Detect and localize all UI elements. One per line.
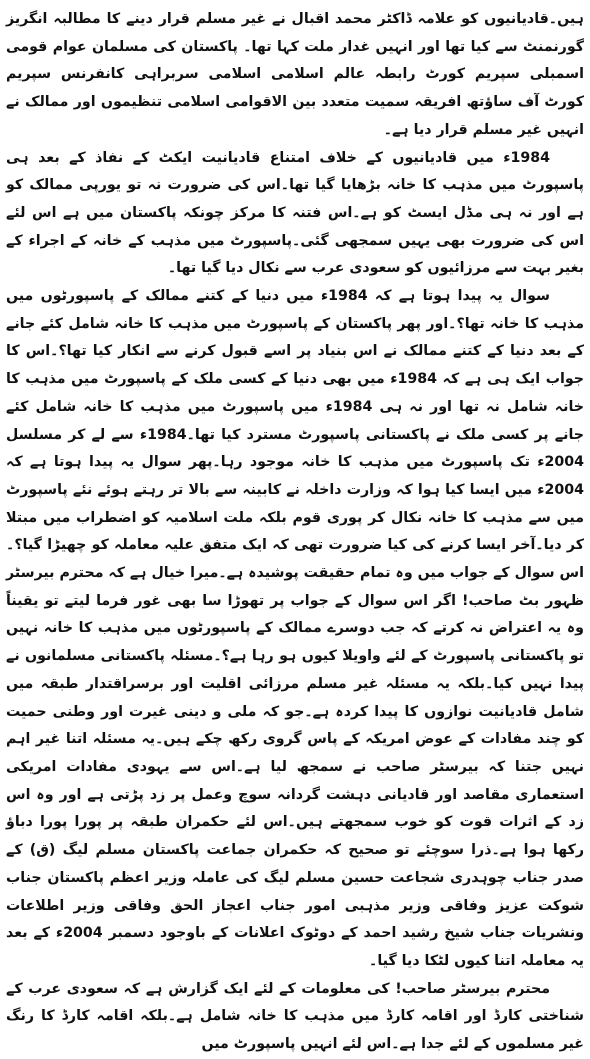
paragraph-3: سوال یہ پیدا ہوتا ہے کہ 1984ء میں دنیا کے کتنے ممالک کے پاسپورٹوں میں مذہب کا خانہ تھا؟۔اور پھر پاکستان کے پاسپورٹ میں مذہب کا خانہ شامل کئے جانے کے بعد دنیا کے کتنے ممالک نے اس بنیاد پر اسے قبول کرنے سے انکار کیا تھا؟۔اس کا جواب ایک ہی ہے کہ 1984ء میں بھی دنیا کے کسی ملک کے پاسپورٹ میں مذہب کا خانہ شامل نہ تھا اور نہ ہی 1984ء میں پاسپورٹ میں مذہب کا خانہ شامل کئے جانے پر کسی ملک نے پاکستانی پاسپورٹ مسترد کیا تھا۔1984ء سے لے کر مسلسل 2004ء تک پاسپورٹ میں مذہب کا خانہ موجود رہا۔پھر سوال یہ پیدا ہوتا ہے کہ 2004ء میں ایسا کیا ہوا کہ وزارت داخلہ نے کابینہ سے بالا تر رہتے ہوئے نئے پاسپورٹ میں سے مذہب کا خانہ نکال کر پوری قوم بلکہ ملت اسلامیہ کو اضطراب میں مبتلا کر دیا۔آخر ایسا کرنے کی کیا ضرورت تھی کہ ایک متفق علیہ معاملہ کو چھیڑا گیا؟۔اس سوال کے جواب میں وہ تمام حقیقت پوشیدہ ہے۔میرا خیال ہے کہ محترم بیرسٹر ظہور بٹ صاحب! اگر اس سوال کے جواب پر تھوڑا سا بھی غور فرما لیتے تو یقیناً وہ یہ اعتراض نہ کرتے کہ جب دوسرے ممالک کے پاسپورٹوں میں مذہب کا خانہ نہیں تو پاکستانی پاسپورٹ کے لئے واویلا کیوں ہو رہا ہے؟۔مسئلہ پاکستانی مسلمانوں نے پیدا نہیں کیا۔بلکہ یہ مسئلہ غیر مسلم مرزائی اقلیت اور برسراقتدار طبقہ میں شامل قادیانیت نوازوں کا پیدا کردہ ہے۔جو کہ ملی و دینی غیرت اور وطنی حمیت کو چند مفادات کے عوض امریکہ کے پاس گروی رکھ چکے ہیں۔یہ مسئلہ اتنا غیر اہم نہیں جتنا کہ بیرسٹر صاحب نے سمجھ لیا ہے۔اس سے یہودی مفادات امریکی استعماری مقاصد اور قادیانی دہشت گردانہ سوچ وعمل پر زد پڑتی ہے اور وہ اس زد کے اثرات قوت کو خوب سمجھتے ہیں۔اس لئے حکمران طبقہ پر پورا پورا دباؤ رکھا ہوا ہے۔ذرا سوچئے تو صحیح کہ حکمران جماعت پاکستان مسلم لیگ (ق) کے صدر جناب چوہدری شجاعت حسین مسلم لیگ کی عاملہ وزیر اعظم پاکستان جناب شوکت عزیز وفاقی وزیر مذہبی امور جناب اعجاز الحق وفاقی وزیر اطلاعات ونشریات جناب شیخ رشید احمد کے دوٹوک اعلانات کے باوجود دسمبر 2004ء کے بعد یہ معاملہ اتنا کیوں لٹکا دیا گیا۔ [6,288,585,969]
paragraph-1: ہیں۔قادیانیوں کو علامہ ڈاکٹر محمد اقبال نے غیر مسلم قرار دینے کا مطالبہ انگریز گورنمنٹ سے کیا تھا اور انہیں غدار ملت کہا تھا۔ پاکستان کی مسلمان عوام قومی اسمبلی سپریم کورٹ رابطہ عالم اسلامی اسلامی سربراہی کانفرنس سپریم کورٹ آف ساؤتھ افریقہ سمیت متعدد بین الاقوامی اسلامی تنظیموں اور ممالک نے انہیں غیر مسلم قرار دیا ہے۔ [6,11,584,138]
paragraph-4: محترم بیرسٹر صاحب! کی معلومات کے لئے ایک گزارش ہے کہ سعودی عرب کے شناختی کارڈ اور اقامہ کارڈ میں مذہب کا خانہ شامل ہے۔بلکہ اقامہ کارڈ کا رنگ غیر مسلموں کے لئے جدا ہے۔اس لئے انہیں پاسپورٹ میں [6,980,584,1053]
paragraph-2: 1984ء میں قادیانیوں کے خلاف امتناع قادیانیت ایکٹ کے نفاذ کے بعد ہی پاسپورٹ میں مذہب کا خانہ بڑھایا گیا تھا۔اس کی ضرورت نہ تو یورپی ممالک کو ہے اور نہ ہی مڈل ایسٹ کو ہے۔اس فتنہ کا مرکز چونکہ پاکستان میں ہے اس لئے اس کی ضرورت بھی یہیں سمجھی گئی۔پاسپورٹ میں مذہب کے خانہ کے اجراء کے بغیر بہت سے مرزائیوں کو سعودی عرب سے نکال دیا گیا تھا۔ [6,149,584,277]
